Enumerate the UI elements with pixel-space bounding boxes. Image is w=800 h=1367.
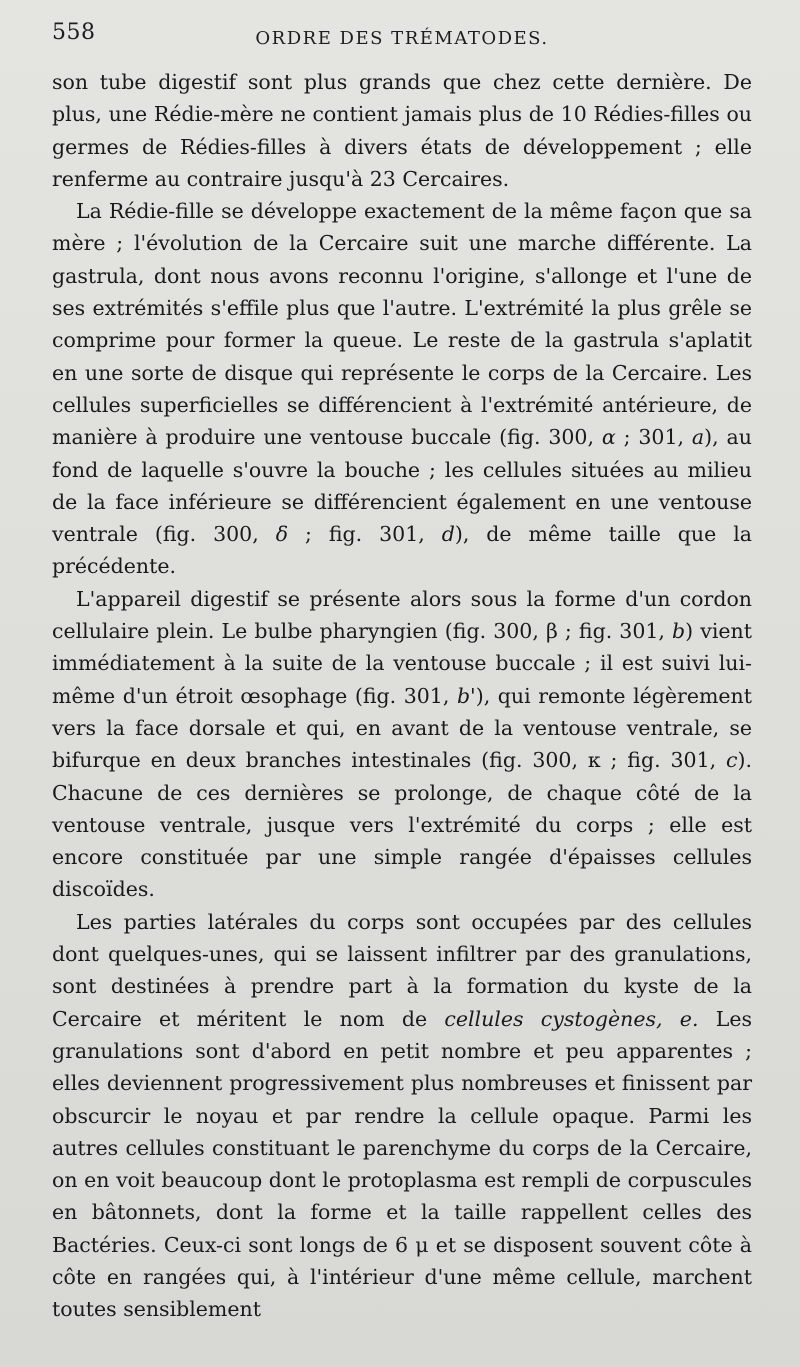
italic-text: c xyxy=(726,748,738,773)
paragraph xyxy=(52,583,752,906)
italic-text: α xyxy=(601,425,616,450)
text-run: ), de même taille que la précédente. xyxy=(52,522,752,579)
italic-text: cellules cystogènes, e. xyxy=(444,1006,699,1031)
paragraph xyxy=(52,195,752,583)
italic-text: b' xyxy=(456,683,476,708)
text-run: ; fig. 301, xyxy=(288,522,442,547)
italic-text: a xyxy=(691,425,705,450)
paragraph xyxy=(52,906,752,1326)
text-run: La Rédie-fille se développe exactement de la même façon que sa mère ; l'évolution de la Cercaire suit une marche différente. La gastrula, dont nous avons reconnu l'origine, s'allonge et l'une de ses extrémités s'effile plus que l'autre. L'extrémité la plus grêle se comprime pour former la queue. Le reste de la gastrula s'aplatit en une sorte de disque qui représente le corps de la Cercaire. Les cellules superficielles se différencient à l'extrémité antérieure, de manière à produire une ventouse buccale (fig. 300, xyxy=(52,199,752,450)
text-run: son tube digestif sont plus grands que chez cette dernière. De plus, une Rédie-mère ne contient jamais plus de 10 Rédies-filles ou germes de Rédies-filles à divers états de développement ; elle renferme au contraire jusqu'à 23 Cercaires. xyxy=(52,70,752,191)
text-run: L'appareil digestif se présente alors sous la forme d'un cordon cellulaire plein. Le bulbe pharyngien (fig. 300, β ; fig. 301, xyxy=(52,586,752,644)
text-run: ). Chacune de ces dernières se prolonge, de chaque côté de la ventouse ventrale, jusque vers l'extrémité du corps ; elle est encore constituée par une simple rangée d'épaisses cellules discoïdes. xyxy=(52,748,752,902)
text-run: ), au fond de laquelle s'ouvre la bouche ; les cellules situées au milieu de la face inférieure se différencient également en une ventouse ventrale (fig. 300, xyxy=(52,425,752,547)
text-run: ; 301, xyxy=(615,425,692,450)
text-run: ), qui remonte légèrement vers la face dorsale et qui, en avant de la ventouse ventrale, se bifurque en deux branches intestinales (fig. 300, κ ; fig. 301, xyxy=(52,683,752,773)
italic-text: δ xyxy=(275,522,289,547)
text-run: ) vient immédiatement à la suite de la ventouse buccale ; il est suivi lui-même d'un étroit œsophage (fig. 301, xyxy=(52,619,752,708)
body-text xyxy=(52,66,752,1326)
italic-text: d xyxy=(441,522,455,547)
text-run: Les parties latérales du corps sont occupées par des cellules dont quelques-unes, qui se laissent infiltrer par des granulations, sont destinées à prendre part à la formation du kyste de la Cercaire et méritent le nom de xyxy=(52,909,752,1031)
running-title: ORDRE DES TRÉMATODES. xyxy=(255,28,549,49)
page-number: 558 xyxy=(52,20,96,45)
text-run: Les granulations sont d'abord en petit nombre et peu apparentes ; elles deviennent progressivement plus nombreuses et finissent par obscurcir le noyau et par rendre la cellule opaque. Parmi les autres cellules constituant le parenchyme du corps de la Cercaire, on en voit beaucoup dont le protoplasma est rempli de corpuscules en bâtonnets, dont la forme et la taille rappellent celles des Bactéries. Ceux-ci sont longs de 6 μ et se disposent souvent côte à côte en rangées qui, à l'intérieur d'une même cellule, marchent toutes sensiblement xyxy=(52,1006,752,1322)
italic-text: b xyxy=(672,619,686,644)
paragraph xyxy=(52,66,752,195)
page-header xyxy=(52,20,752,60)
